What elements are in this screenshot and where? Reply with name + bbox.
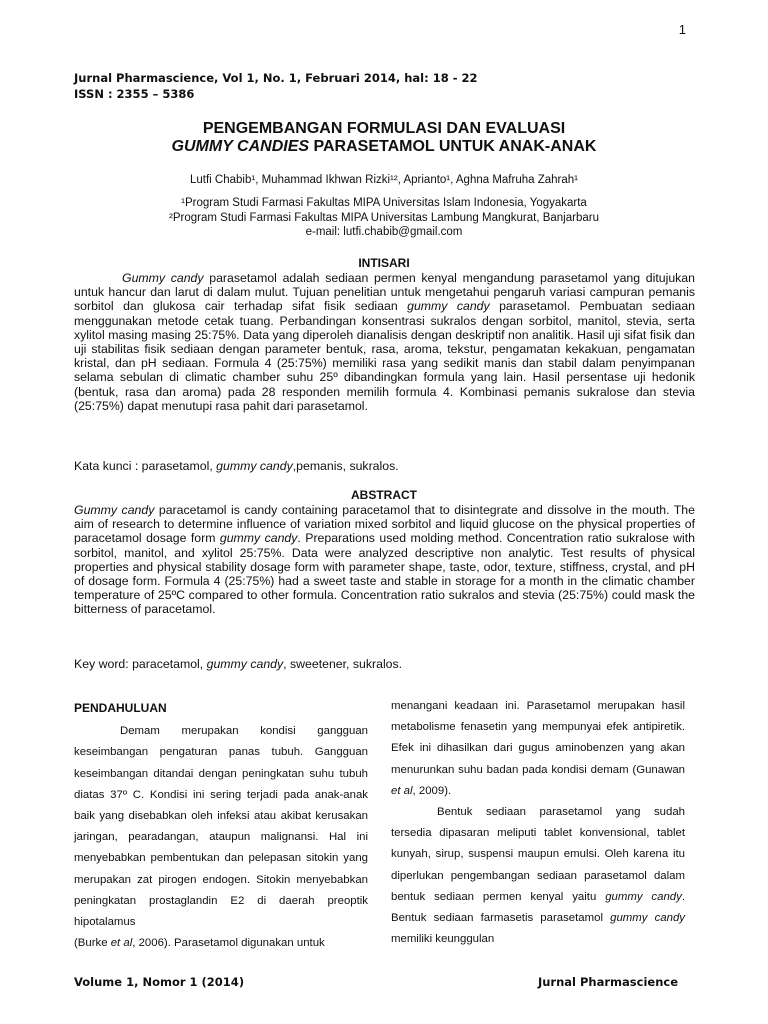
italic-term: gummy candy (219, 531, 298, 546)
abstract-paragraph (74, 503, 695, 617)
italic-term: gummy candy (407, 299, 490, 314)
footer-journal: Jurnal Pharmascience (537, 975, 678, 989)
page-number: 1 (678, 22, 686, 37)
intro-right-column (391, 696, 685, 950)
text-run: Bentuk sediaan parasetamol yang sudah tersedia dipasaran meliputi tablet konvensional, tablet kunyah, sirup, suspensi maupun emulsi. Oleh karena itu diperlukan pengembangan sediaan parasetamol dalam bentuk sediaan permen kenyal yaitu (391, 806, 685, 903)
text-run: Key word: paracetamol, (74, 657, 207, 671)
italic-term: gummy candy (216, 459, 293, 473)
email: e-mail: lutfi.chabib@gmail.com (305, 226, 463, 238)
affiliation-1: ¹Program Studi Farmasi Fakultas MIPA Universitas Islam Indonesia, Yogyakarta (181, 197, 587, 209)
text-run: parasetamol adalah sediaan permen kenyal mengandung parasetamol yang ditujukan untuk hancur dan larut di dalam mulut. Tujuan penelitian untuk mengetahui pengaruh variasi campuran pemanis sorbitol dan glukosa cair terhadap sifat fisik sediaan (74, 271, 695, 314)
intro-right-paragraph-2 (391, 802, 685, 950)
paper-title (0, 120, 768, 156)
text-run: Kata kunci : parasetamol, (74, 459, 217, 473)
title-line-1: PENGEMBANGAN FORMULASI DAN EVALUASI (202, 120, 566, 137)
italic-term: gummy candy (206, 657, 284, 671)
text-run: . Preparations used molding method. Concentration ratio sukralose with sorbitol, manitol, and xylitol 25:75%. Data were analyzed descriptive non analytic. Test results of physical properties and physical stability dosage form with parameter shape, taste, odor, texture, stiffness, crystal, and pH of dosage form. Formula 4 (25:75%) had a sweet taste and stable in storage for a month in the climatic chamber temperature of 25ºC compared to other formula. Concentration ratio sukralos and stevia (25:75%) could mask the bitterness of paracetamol. (74, 531, 695, 617)
text-run: (Burke (74, 937, 111, 950)
title-rest: PARASETAMOL UNTUK ANAK-ANAK (309, 138, 597, 155)
text-run: , sweetener, sukralos. (283, 657, 403, 671)
authors: Lutfi Chabib¹, Muhammad Ikhwan Rizki¹², Aprianto¹, Aghna Mafruha Zahrah¹ (190, 174, 578, 186)
affiliation-2: ²Program Studi Farmasi Fakultas MIPA Universitas Lambung Mangkurat, Banjarbaru (169, 211, 599, 224)
intro-left-column (74, 698, 368, 954)
abstract-keywords (74, 657, 695, 671)
affiliations (0, 196, 768, 240)
italic-term: gummy candy (610, 912, 685, 925)
italic-term: Gummy candy (74, 503, 155, 517)
italic-term: gummy candy (605, 890, 682, 903)
intro-heading: PENDAHULUAN (74, 701, 167, 715)
title-line-2 (0, 138, 768, 156)
footer-volume: Volume 1, Nomor 1 (2014) (74, 975, 245, 989)
abstract-body (74, 503, 695, 617)
text-run: menangani keadaan ini. Parasetamol merupakan hasil metabolisme fenasetin yang mempunyai efek antipiretik. Efek ini dihasilkan dari gugus aminobenzen yang akan menurunkan suhu badan pada kondisi demam (Gunawan (391, 700, 685, 776)
text-run: memiliki keunggulan (391, 933, 495, 946)
abstract-heading: ABSTRACT (351, 488, 417, 502)
text-run: ,pemanis, sukralos. (292, 459, 399, 473)
title-italic: GUMMY CANDIES (171, 138, 310, 155)
intisari-heading: INTISARI (358, 256, 410, 270)
text-run: , 2006). Parasetamol digunakan untuk (132, 937, 325, 950)
italic-term: Gummy candy (122, 271, 204, 285)
journal-issn: ISSN : 2355 – 5386 (74, 87, 195, 101)
text-run: . Bentuk sediaan farmasetis parasetamol (391, 890, 685, 925)
intisari-keywords (74, 459, 695, 473)
journal-header (74, 70, 477, 102)
intro-left-paragraph: Demam merupakan kondisi gangguan keseimbangan pengaturan panas tubuh. Gangguan keseimbangan ditandai dengan peningkatan suhu tubuh diatas 37º C. Kondisi ini sering terjadi pada anak-anak baik yang disebabkan oleh infeksi atau akibat kerusakan jaringan, pearadangan, ataupun malignansi. Hal ini menyebabkan pembentukan dan pelepasan sitokin yang merupakan zat pirogen endogen. Sitokin menyebabkan peningkatan prostaglandin E2 di daerah preoptik hipotalamus (74, 725, 368, 929)
text-run: , 2009). (412, 784, 452, 797)
intisari-body (74, 271, 695, 413)
text-run: paracetamol is candy containing paracetamol that to disintegrate and dissolve in the mouth. The aim of research to determine influence of variation mixed sorbitol and liquid glucose on the physical properties of paracetamol dosage form (74, 503, 695, 546)
text-run: parasetamol. Pembuatan sediaan menggunakan metode cetak tuang. Perbandingan konsentrasi sukralos dengan sorbitol, manitol, stevia, serta xylitol masing masing 25:75%. Data yang diperoleh dianalisis dengan deskriptif non analitik. Hasil uji sifat fisik dan uji stabilitas fisik sediaan dengan parameter bentuk, rasa, aroma, tekstur, pengamatan kekakuan, pengamatan kristal, dan pH sediaan. Formula 4 (25:75%) memiliki rasa yang sedikit manis dan stabil dalam penyimpanan selama sebulan di climatic chamber suhu 25º dibandingkan formula yang lain. Hasil persentase uji hedonik (bentuk, rasa dan aroma) pada 28 responden memilih formula 4. Kombinasi pemanis sukralose dan stevia (25:75%) dapat menutupi rasa pahit dari parasetamol. (74, 299, 696, 413)
italic-term: et al (110, 937, 133, 950)
intisari-paragraph (74, 271, 695, 413)
intro-right-paragraph-1 (391, 696, 685, 802)
italic-term: et al (391, 784, 413, 797)
intro-left-citation (74, 933, 368, 954)
journal-citation: Jurnal Pharmascience, Vol 1, No. 1, Februari 2014, hal: 18 - 22 (74, 71, 478, 85)
